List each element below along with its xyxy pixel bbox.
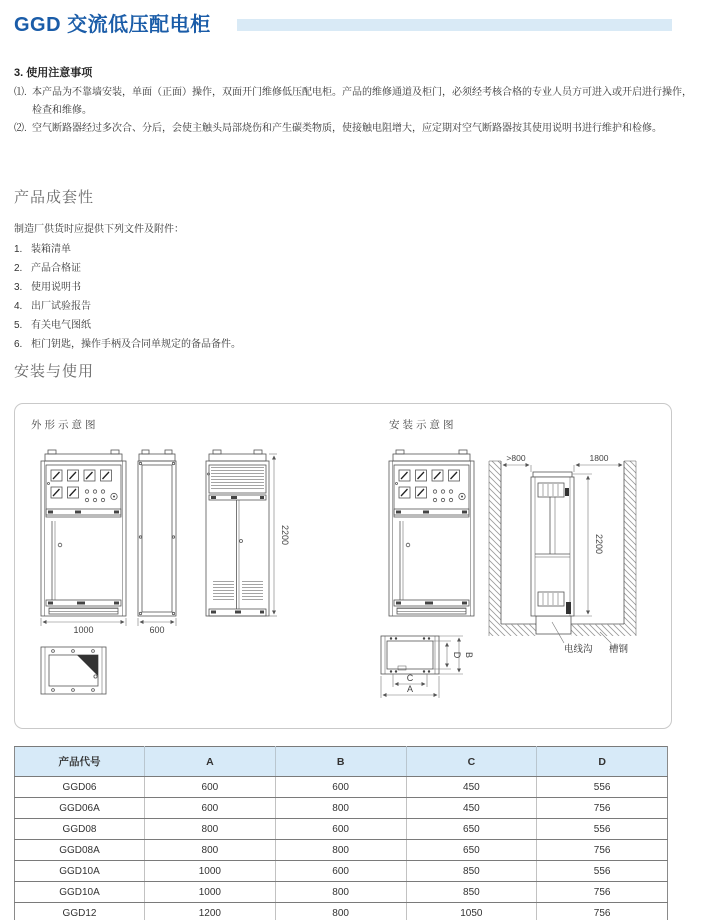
table-cell: 756: [537, 903, 668, 920]
note-number: ⑵.: [14, 123, 27, 134]
list-text: 出厂试验报告: [31, 301, 91, 312]
dim-aisle-width: 1800: [589, 453, 609, 463]
outline-side-view: [138, 450, 176, 635]
list-item: [14, 335, 241, 354]
list-item: [14, 240, 241, 259]
list-text: 产品合格证: [31, 263, 81, 274]
table-cell: 800: [145, 819, 276, 840]
outline-front-view: [41, 450, 126, 635]
page-title: GGD 交流低压配电柜: [14, 14, 211, 36]
table-row: [15, 882, 668, 903]
list-number: 4.: [14, 301, 23, 312]
dim-plan-inner-width: C: [406, 673, 414, 683]
table-cell: 450: [406, 777, 537, 798]
table-cell: GGD10A: [15, 882, 145, 903]
list-item: [14, 316, 241, 335]
list-number: 5.: [14, 320, 23, 331]
outline-rear-view: [206, 450, 290, 616]
dim-install-height: 2200: [594, 533, 604, 555]
list-number: 6.: [14, 339, 23, 350]
note-item: [14, 84, 692, 120]
list-number: 3.: [14, 282, 23, 293]
table-cell: 850: [406, 861, 537, 882]
note-number: ⑴.: [14, 87, 27, 98]
plan-view-small: [41, 647, 106, 694]
notes-heading: 3. 使用注意事项: [14, 67, 93, 79]
list-number: 1.: [14, 244, 23, 255]
note-item: [14, 120, 692, 138]
table-cell: 756: [537, 798, 668, 819]
column-header: D: [537, 747, 668, 777]
dim-plan-outer-depth: B: [464, 651, 474, 659]
table-cell: 556: [537, 819, 668, 840]
dim-side-width: 600: [149, 625, 165, 635]
outline-diagram-label: 外形示意图: [31, 419, 99, 431]
table-cell: GGD06A: [15, 798, 145, 819]
install-diagram-label: 安装示意图: [389, 419, 457, 431]
table-cell: 1000: [145, 861, 276, 882]
document-list: [14, 240, 241, 354]
note-text: 空气断路器经过多次合、分后，会使主触头局部烧伤和产生碳类物质，使接触电阻增大，应定期对空气断路器按其使用说明书进行维护和检修。: [32, 123, 662, 134]
table-cell: 800: [275, 798, 406, 819]
table-cell: 756: [537, 840, 668, 861]
table-cell: 850: [406, 882, 537, 903]
dim-plan-inner-depth: D: [452, 651, 462, 659]
installation-heading: 安装与使用: [14, 363, 95, 380]
table-row: [15, 861, 668, 882]
diagram-panel: [14, 403, 672, 729]
list-text: 有关电气图纸: [31, 320, 91, 331]
list-item: [14, 259, 241, 278]
install-side-view: [489, 453, 636, 655]
cabinet-drawings: [15, 404, 671, 726]
table-cell: 800: [275, 882, 406, 903]
table-cell: 450: [406, 798, 537, 819]
table-header-row: [15, 747, 668, 777]
completeness-intro: 制造厂供货时应提供下列文件及附件：: [14, 224, 184, 235]
table-cell: 800: [145, 840, 276, 861]
table-row: [15, 819, 668, 840]
completeness-heading: 产品成套性: [14, 189, 95, 206]
table-cell: 600: [145, 798, 276, 819]
table-row: [15, 903, 668, 920]
column-header: 产品代号: [15, 747, 145, 777]
dim-outline-height: 2200: [280, 524, 290, 546]
dim-front-width: 1000: [73, 625, 94, 635]
table-cell: 756: [537, 882, 668, 903]
table-cell: 556: [537, 777, 668, 798]
list-item: [14, 278, 241, 297]
label-channel-steel: 槽钢: [609, 644, 629, 655]
list-text: 柜门钥匙，操作手柄及合同单规定的备品备件。: [31, 339, 241, 350]
table-row: [15, 777, 668, 798]
list-number: 2.: [14, 263, 23, 274]
table-cell: GGD10A: [15, 861, 145, 882]
table-cell: 650: [406, 840, 537, 861]
dim-wall-gap: >800: [506, 453, 526, 463]
list-text: 装箱清单: [31, 244, 71, 255]
table-cell: 1000: [145, 882, 276, 903]
table-cell: 556: [537, 861, 668, 882]
install-front-view: [389, 450, 474, 616]
table-cell: 800: [275, 903, 406, 920]
label-cable-trench: 电线沟: [564, 644, 593, 655]
table-cell: 1200: [145, 903, 276, 920]
list-item: [14, 297, 241, 316]
note-text: 本产品为不靠墙安装，单面（正面）操作，双面开门维修低压配电柜。产品的维修通道及柜门，必须经考核合格的专业人员方可进入或开启进行操作，检查和维修。: [32, 87, 692, 116]
table-cell: GGD08A: [15, 840, 145, 861]
table-row: [15, 840, 668, 861]
title-accent-band: [237, 19, 672, 31]
column-header: B: [275, 747, 406, 777]
table-row: [15, 798, 668, 819]
usage-notes: [14, 84, 692, 138]
list-text: 使用说明书: [31, 282, 81, 293]
column-header: A: [145, 747, 276, 777]
table-cell: 600: [275, 777, 406, 798]
table-cell: 600: [275, 861, 406, 882]
table-cell: GGD12: [15, 903, 145, 920]
table-cell: 600: [145, 777, 276, 798]
column-header: C: [406, 747, 537, 777]
table-cell: 1050: [406, 903, 537, 920]
table-cell: GGD08: [15, 819, 145, 840]
table-cell: 600: [275, 819, 406, 840]
table-cell: 650: [406, 819, 537, 840]
plan-view-dimensioned: [381, 636, 474, 698]
table-cell: GGD06: [15, 777, 145, 798]
table-cell: 800: [275, 840, 406, 861]
dim-plan-outer-width: A: [406, 684, 414, 694]
size-table: [14, 746, 668, 920]
